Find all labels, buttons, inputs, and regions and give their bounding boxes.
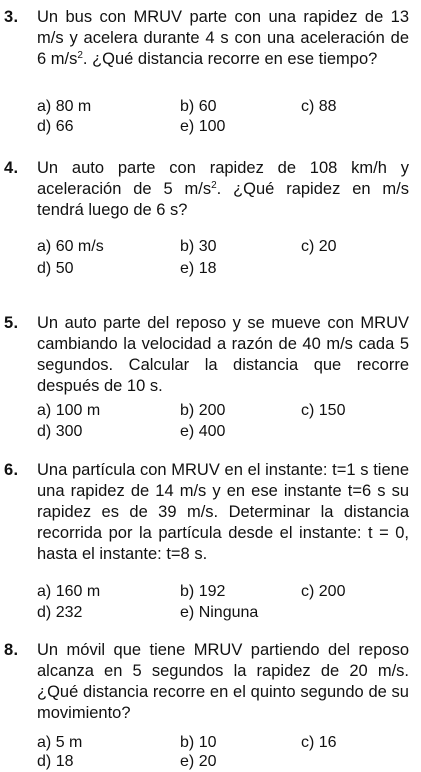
- option-b: b) 10: [180, 734, 217, 751]
- option-b: b) 30: [180, 238, 217, 255]
- exponent: 2: [77, 50, 83, 61]
- option-c: c) 20: [301, 238, 337, 255]
- option-e: e) 18: [180, 260, 217, 277]
- option-d: d) 18: [37, 753, 74, 770]
- option-e: e) Ninguna: [180, 604, 259, 621]
- problem-statement: Un bus con MRUV parte con una rapidez de 13 m/s y acelera durante 4 s con una aceleración de 6 $m/s^2$. ¿Qué distancia recorre en ese tiempo?: [37, 8, 409, 68]
- option-d: d) 66: [37, 118, 74, 135]
- option-e: e) 400: [180, 423, 226, 440]
- problem-statement: Un móvil que tiene MRUV partiendo del reposo alcanza en 5 segundos la rapidez de 20 m/s. ¿Qué distancia recorre en el quinto segundo de su movimiento?: [37, 641, 409, 722]
- option-c: c) 88: [301, 98, 337, 115]
- option-a: a) 5 m: [37, 734, 83, 751]
- problem-number: 6.: [4, 461, 19, 479]
- problem-number: 8.: [4, 641, 19, 659]
- problem-statement: Un auto parte con rapidez de 108 km/h y aceleración de 5 $m/s^2$. ¿Qué rapidez en m/s tendrá luego de 6 s?: [37, 159, 409, 219]
- problem-statement: Una partícula con MRUV en el instante: t=1 s tiene una rapidez de 14 m/s y en ese instante t=6 s su rapidez es de 39 m/s. Determinar la distancia recorrida por la partícula desde el instante: t = 0, hasta el instante: t=8 s.: [37, 461, 409, 563]
- problem-number: 5.: [4, 314, 19, 332]
- option-a: a) 100 m: [37, 402, 101, 419]
- option-c: c) 16: [301, 734, 337, 751]
- problem-number: 4.: [4, 159, 19, 177]
- option-d: d) 232: [37, 604, 83, 621]
- option-e: e) 100: [180, 118, 226, 135]
- problem-statement: Un auto parte del reposo y se mueve con MRUV cambiando la velocidad a razón de 40 m/s cada 5 segundos. Calcular la distancia que recorre después de 10 s.: [37, 314, 409, 395]
- option-d: d) 50: [37, 260, 74, 277]
- option-e: e) 20: [180, 753, 217, 770]
- option-d: d) 300: [37, 423, 83, 440]
- option-c: c) 150: [301, 402, 346, 419]
- option-a: a) 160 m: [37, 583, 101, 600]
- option-a: a) 80 m: [37, 98, 92, 115]
- option-a: a) 60 m/s: [37, 238, 104, 255]
- option-b: b) 60: [180, 98, 217, 115]
- exponent: 2: [211, 180, 217, 191]
- option-b: b) 200: [180, 402, 226, 419]
- problem-number: 3.: [4, 8, 19, 26]
- option-b: b) 192: [180, 583, 226, 600]
- option-c: c) 200: [301, 583, 346, 600]
